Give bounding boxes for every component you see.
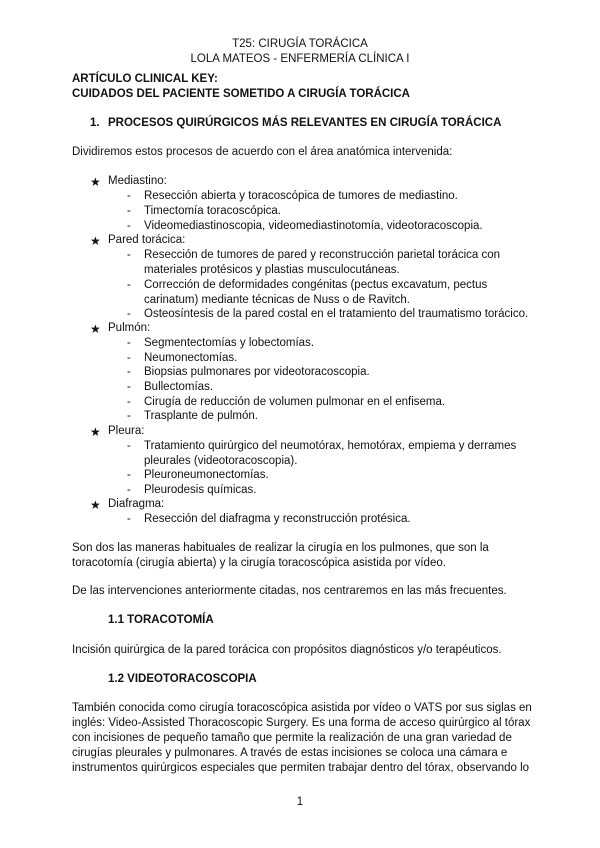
article-heading-line1: ARTÍCULO CLINICAL KEY: — [72, 73, 218, 85]
paragraph-line: cirugías pleurales y pulmonares. A través de estas incisiones se coloca una cámara e — [72, 747, 508, 759]
paragraph-line: con incisiones de pequeño tamaño que permite la realización de una gran variedad de — [72, 732, 512, 744]
dash-bullet: - — [127, 366, 131, 378]
star-bullet-icon: ★ — [90, 498, 101, 512]
paragraph-line: toracotomía (cirugía abierta) y la cirugía toracoscópica asistida por vídeo. — [72, 557, 446, 569]
section-title: PROCESOS QUIRÚRGICOS MÁS RELEVANTES EN CIRUGÍA TORÁCICA — [108, 117, 502, 129]
list-item-continuation: carinatum) mediante técnicas de Nuss o de Ravitch. — [144, 294, 410, 306]
star-bullet-icon: ★ — [90, 234, 101, 248]
list-item: Trasplante de pulmón. — [144, 410, 259, 422]
list-item: Resección de tumores de pared y reconstrucción parietal torácica con — [144, 249, 501, 261]
dash-bullet: - — [127, 308, 131, 320]
dash-bullet: - — [127, 205, 131, 217]
dash-bullet: - — [127, 190, 131, 202]
dash-bullet: - — [127, 484, 131, 496]
list-item-continuation: pleurales (videotoracoscopia). — [144, 455, 298, 467]
category-pulmon: Pulmón: — [108, 322, 151, 334]
section-number: 1. — [90, 117, 100, 129]
star-bullet-icon: ★ — [90, 425, 101, 439]
paragraph-line: instrumentos quirúrgicos especiales que permiten trabajar dentro del tórax, observando lo — [72, 762, 530, 774]
header-title: T25: CIRUGÍA TORÁCICA — [232, 38, 368, 50]
dash-bullet: - — [127, 410, 131, 422]
dash-bullet: - — [127, 469, 131, 481]
category-pleura: Pleura: — [108, 425, 145, 437]
paragraph-line: inglés: Video-Assisted Thoracoscopic Surgery. Es una forma de acceso quirúrgico al tórax — [72, 717, 531, 729]
header-author: LOLA MATEOS - ENFERMERÍA CLÍNICA I — [190, 53, 410, 65]
dash-bullet: - — [127, 396, 131, 408]
list-item-continuation: materiales protésicos y plastias musculocutáneas. — [144, 264, 400, 276]
list-item: Biopsias pulmonares por videotoracoscopia. — [144, 366, 370, 378]
list-item: Segmentectomías y lobectomías. — [144, 337, 315, 349]
list-item: Tratamiento quirúrgico del neumotórax, hemotórax, empiema y derrames — [144, 440, 517, 452]
dash-bullet: - — [127, 381, 131, 393]
dash-bullet: - — [127, 220, 131, 232]
page-number: 1 — [296, 796, 304, 808]
list-item: Osteosíntesis de la pared costal en el tratamiento del traumatismo torácico. — [144, 308, 529, 320]
category-mediastino: Mediastino: — [108, 175, 167, 187]
dash-bullet: - — [127, 337, 131, 349]
section-intro: Dividiremos estos procesos de acuerdo con el área anatómica intervenida: — [72, 146, 453, 158]
dash-bullet: - — [127, 513, 131, 525]
list-item: Resección abierta y toracoscópica de tumores de mediastino. — [144, 190, 458, 202]
star-bullet-icon: ★ — [90, 322, 101, 336]
dash-bullet: - — [127, 249, 131, 261]
subsection-title-videotoracoscopia: 1.2 VIDEOTORACOSCOPIA — [108, 673, 257, 685]
paragraph-line: De las intervenciones anteriormente citadas, nos centraremos en las más frecuentes. — [72, 585, 507, 597]
dash-bullet: - — [127, 279, 131, 291]
paragraph-line: Son dos las maneras habituales de realizar la cirugía en los pulmones, que son la — [72, 542, 489, 554]
category-pared: Pared torácica: — [108, 234, 186, 246]
category-diafragma: Diafragma: — [108, 498, 165, 510]
paragraph-line: También conocida como cirugía toracoscópica asistida por vídeo o VATS por sus siglas en — [72, 702, 532, 714]
subsection-title-toracotomia: 1.1 TORACOTOMÍA — [108, 614, 214, 626]
list-item: Bullectomías. — [144, 381, 214, 393]
list-item: Pleuroneumonectomías. — [144, 469, 269, 481]
star-bullet-icon: ★ — [90, 175, 101, 189]
paragraph-line: Incisión quirúrgica de la pared torácica con propósitos diagnósticos y/o terapéuticos. — [72, 644, 502, 656]
dash-bullet: - — [127, 440, 131, 452]
dash-bullet: - — [127, 352, 131, 364]
list-item: Cirugía de reducción de volumen pulmonar en el enfisema. — [144, 396, 446, 408]
list-item: Corrección de deformidades congénitas (pectus excavatum, pectus — [144, 279, 488, 291]
list-item: Resección del diafragma y reconstrucción protésica. — [144, 513, 411, 525]
list-item: Neumonectomías. — [144, 352, 238, 364]
article-heading-line2: CUIDADOS DEL PACIENTE SOMETIDO A CIRUGÍA TORÁCICA — [72, 88, 410, 100]
list-item: Videomediastinoscopia, videomediastinotomía, videotoracoscopia. — [144, 220, 483, 232]
list-item: Timectomía toracoscópica. — [144, 205, 281, 217]
list-item: Pleurodesis químicas. — [144, 484, 257, 496]
